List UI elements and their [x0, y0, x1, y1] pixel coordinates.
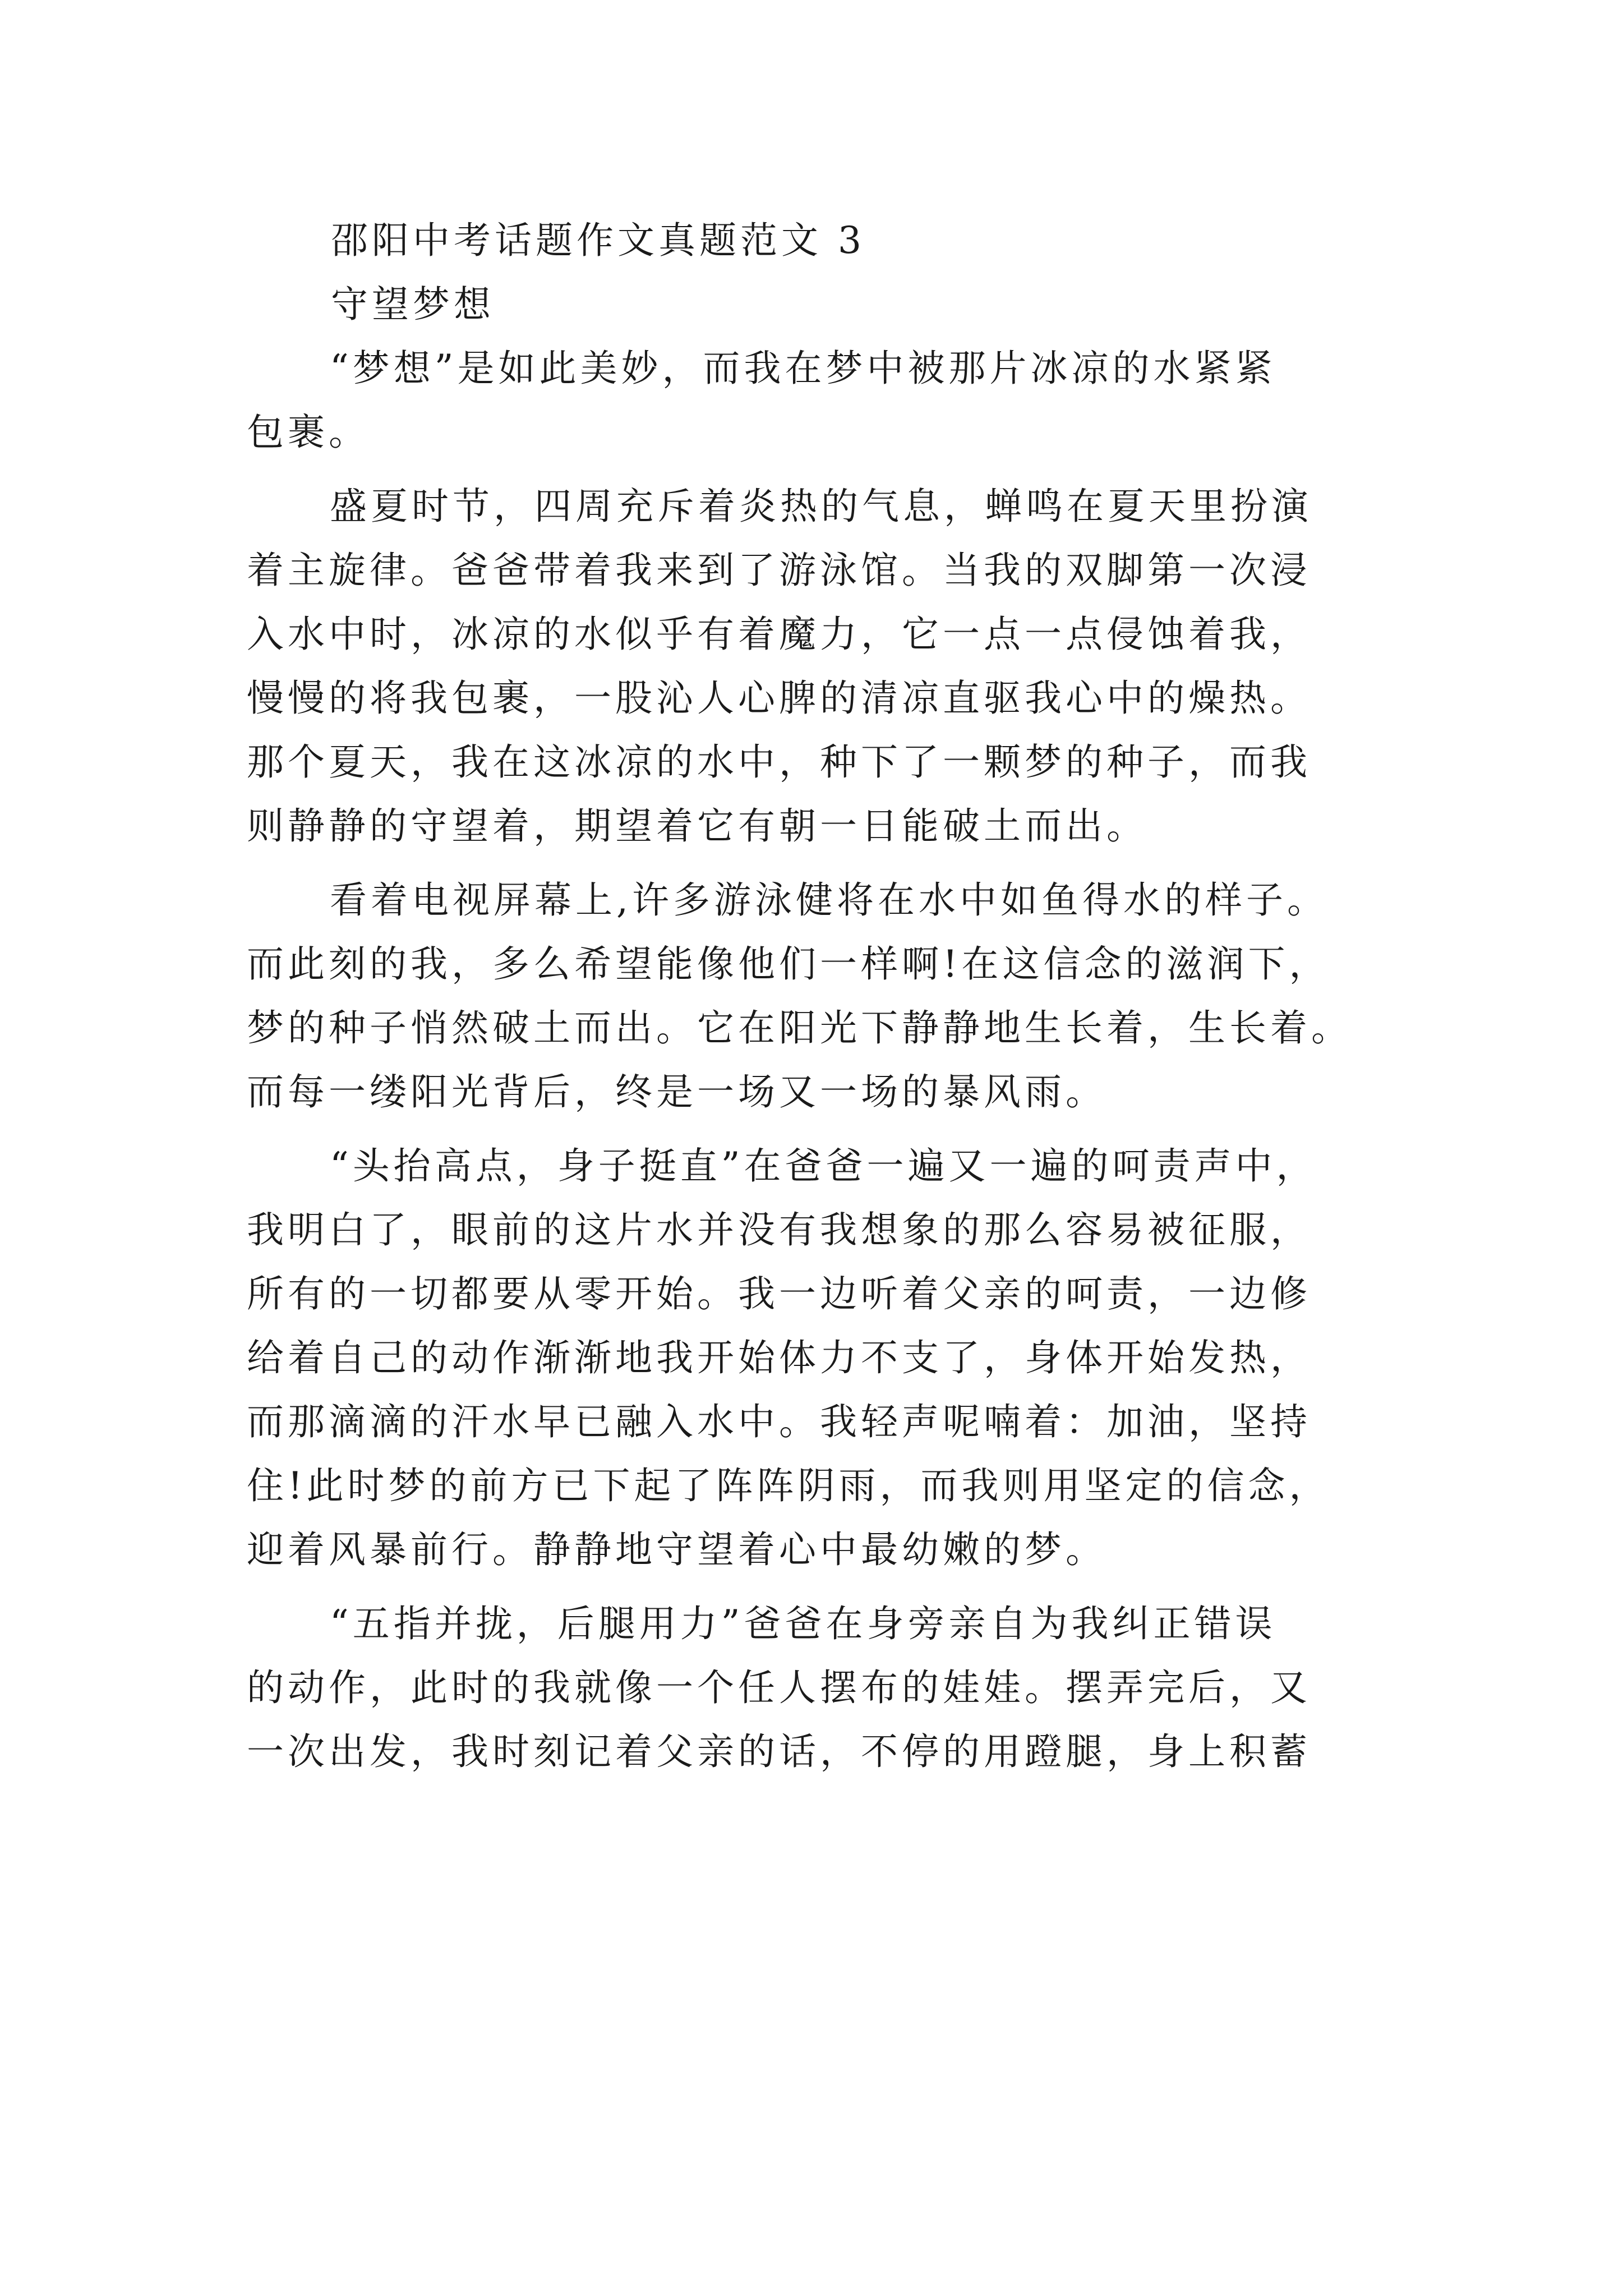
- paragraph-line: 慢慢的将我包裹，一股沁人心脾的清凉直驱我心中的燥热。: [247, 677, 1311, 720]
- document-heading: 邵阳中考话题作文真题范文 3: [331, 219, 865, 262]
- paragraph-line: 盛夏时节，四周充斥着炎热的气息，蝉鸣在夏天里扮演: [330, 485, 1312, 528]
- paragraph-line: 梦的种子悄然破土而出。它在阳光下静静地生长着，生长着。: [247, 1006, 1352, 1050]
- paragraph-line: 的动作，此时的我就像一个任人摆布的娃娃。摆弄完后，又: [247, 1666, 1311, 1709]
- paragraph-line: 一次出发，我时刻记着父亲的话，不停的用蹬腿，身上积蓄: [247, 1730, 1311, 1773]
- paragraph-line: 给着自己的动作渐渐地我开始体力不支了，身体开始发热，: [247, 1336, 1311, 1379]
- paragraph-line: 而那滴滴的汗水早已融入水中。我轻声呢喃着：加油，坚持: [247, 1400, 1311, 1443]
- paragraph-line: 包裹。: [247, 411, 370, 454]
- paragraph-line: 入水中时，冰凉的水似乎有着魔力，它一点一点侵蚀着我，: [247, 613, 1311, 656]
- paragraph-line: “头抬高点，身子挺直”在爸爸一遍又一遍的呵责声中，: [330, 1144, 1317, 1188]
- paragraph-line: 我明白了，眼前的这片水并没有我想象的那么容易被征服，: [247, 1208, 1311, 1251]
- paragraph-line: 而此刻的我，多么希望能像他们一样啊!在这信念的滋润下，: [247, 942, 1330, 986]
- document-body: [247, 209, 1380, 1784]
- paragraph-line: 看着电视屏幕上,许多游泳健将在水中如鱼得水的样子。: [330, 878, 1328, 922]
- paragraph-line: 那个夏天，我在这冰凉的水中，种下了一颗梦的种子，而我: [247, 740, 1311, 784]
- paragraph-line: “五指并拢，后腿用力”爸爸在身旁亲自为我纠正错误: [330, 1602, 1276, 1645]
- paragraph-line: 所有的一切都要从零开始。我一边听着父亲的呵责，一边修: [247, 1272, 1311, 1315]
- paragraph-line: 迎着风暴前行。静静地守望着心中最幼嫩的梦。: [247, 1528, 1106, 1571]
- paragraph-line: 则静静的守望着，期望着它有朝一日能破土而出。: [247, 804, 1147, 848]
- paragraph-line: 而每一缕阳光背后，终是一场又一场的暴风雨。: [247, 1070, 1106, 1114]
- paragraph-line: 着主旋律。爸爸带着我来到了游泳馆。当我的双脚第一次浸: [247, 549, 1311, 592]
- essay-title: 守望梦想: [331, 283, 495, 326]
- paragraph-line: “梦想”是如此美妙，而我在梦中被那片冰凉的水紧紧: [330, 347, 1276, 390]
- paragraph-line: 住!此时梦的前方已下起了阵阵阴雨，而我则用坚定的信念，: [247, 1464, 1330, 1507]
